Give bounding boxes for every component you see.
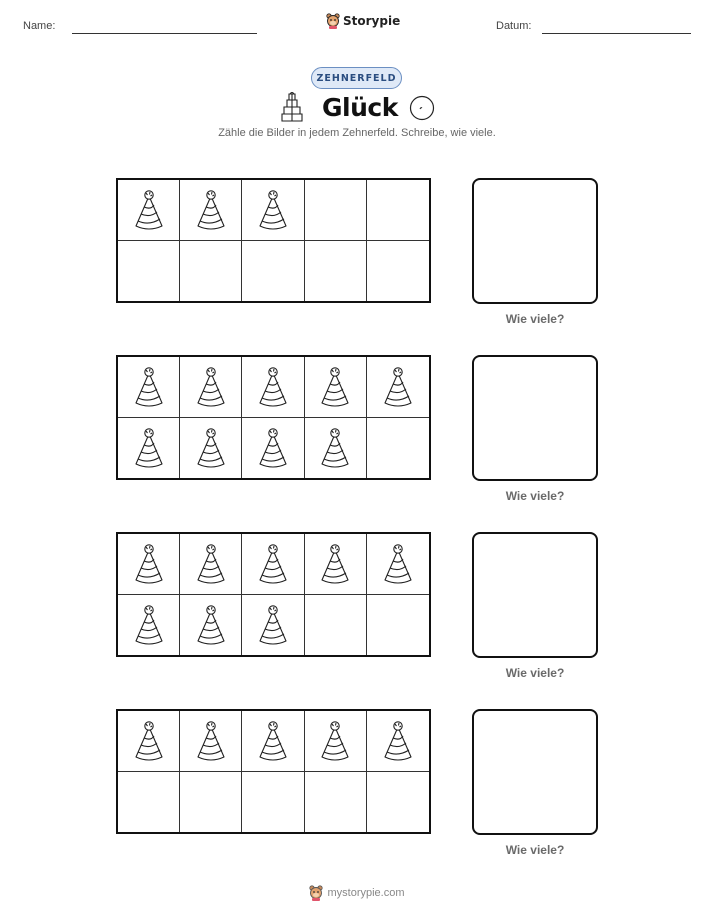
ten-frame-cell (305, 357, 367, 418)
ten-frame-cell (180, 772, 242, 833)
ten-frame-cell (367, 241, 429, 302)
party-hat-icon (255, 188, 291, 232)
gift-stack-icon (280, 92, 304, 122)
ten-frame-cell (118, 534, 180, 595)
answer-prompt-2: Wie viele? (505, 489, 565, 503)
ten-frame-cell (118, 595, 180, 656)
page-title: Glück (322, 93, 398, 122)
ten-frame-4 (116, 709, 431, 834)
answer-box-4[interactable] (472, 709, 598, 835)
ten-frame-cell (305, 711, 367, 772)
worksheet-type-badge: ZEHNERFELD (311, 67, 402, 89)
ten-frame-cell (242, 772, 304, 833)
ten-frame-cell (305, 241, 367, 302)
brand-name: Storypie (343, 14, 401, 28)
party-hat-icon (255, 719, 291, 763)
ten-frame-cell (180, 711, 242, 772)
ten-frame-cell (305, 595, 367, 656)
ten-frame-cell (305, 772, 367, 833)
party-hat-icon (193, 188, 229, 232)
ten-frame-cell (180, 357, 242, 418)
ten-frame-cell (367, 418, 429, 479)
ten-frame-cell (242, 595, 304, 656)
ten-frame-cell (367, 180, 429, 241)
party-hat-icon (131, 365, 167, 409)
ten-frame-cell (367, 595, 429, 656)
party-hat-icon (255, 542, 291, 586)
name-line[interactable] (72, 33, 257, 34)
answer-prompt-4: Wie viele? (505, 843, 565, 857)
storypie-mascot-icon (326, 13, 340, 29)
party-hat-icon (317, 365, 353, 409)
party-hat-icon (255, 603, 291, 647)
ten-frame-1 (116, 178, 431, 303)
answer-box-3[interactable] (472, 532, 598, 658)
footer-site: mystorypie.com (327, 887, 405, 899)
ten-frame-cell (180, 241, 242, 302)
ten-frame-cell (242, 357, 304, 418)
ten-frame-cell (180, 180, 242, 241)
footer (0, 885, 714, 901)
ten-frame-cell (367, 534, 429, 595)
ten-frame-cell (367, 772, 429, 833)
party-hat-icon (317, 719, 353, 763)
coin-icon (409, 95, 435, 121)
ten-frame-2 (116, 355, 431, 480)
storypie-mascot-icon (309, 885, 323, 901)
ten-frame-cell (242, 418, 304, 479)
party-hat-icon (255, 365, 291, 409)
brand-logo (326, 13, 400, 29)
party-hat-icon (131, 603, 167, 647)
party-hat-icon (131, 719, 167, 763)
answer-box-2[interactable] (472, 355, 598, 481)
date-label: Datum: (496, 20, 532, 32)
ten-frame-cell (118, 711, 180, 772)
party-hat-icon (131, 426, 167, 470)
ten-frame-cell (180, 534, 242, 595)
ten-frame-cell (118, 180, 180, 241)
party-hat-icon (193, 542, 229, 586)
answer-box-1[interactable] (472, 178, 598, 304)
ten-frame-cell (242, 534, 304, 595)
date-line[interactable] (542, 33, 691, 34)
party-hat-icon (131, 188, 167, 232)
ten-frame-cell (118, 418, 180, 479)
ten-frame-cell (305, 534, 367, 595)
ten-frame-cell (242, 241, 304, 302)
party-hat-icon (193, 719, 229, 763)
ten-frame-cell (118, 357, 180, 418)
party-hat-icon (193, 426, 229, 470)
party-hat-icon (193, 603, 229, 647)
answer-prompt-1: Wie viele? (505, 312, 565, 326)
party-hat-icon (255, 426, 291, 470)
ten-frame-cell (180, 418, 242, 479)
ten-frame-3 (116, 532, 431, 657)
party-hat-icon (317, 542, 353, 586)
ten-frame-cell (305, 418, 367, 479)
ten-frame-cell (367, 357, 429, 418)
ten-frame-cell (242, 711, 304, 772)
party-hat-icon (380, 365, 416, 409)
answer-prompt-3: Wie viele? (505, 666, 565, 680)
ten-frame-cell (118, 241, 180, 302)
party-hat-icon (380, 542, 416, 586)
party-hat-icon (317, 426, 353, 470)
party-hat-icon (193, 365, 229, 409)
party-hat-icon (380, 719, 416, 763)
name-label: Name: (23, 20, 56, 32)
instructions: Zähle die Bilder in jedem Zehnerfeld. Schreibe, wie viele. (218, 127, 496, 139)
ten-frame-cell (180, 595, 242, 656)
party-hat-icon (131, 542, 167, 586)
ten-frame-cell (305, 180, 367, 241)
ten-frame-cell (118, 772, 180, 833)
ten-frame-cell (367, 711, 429, 772)
ten-frame-cell (242, 180, 304, 241)
